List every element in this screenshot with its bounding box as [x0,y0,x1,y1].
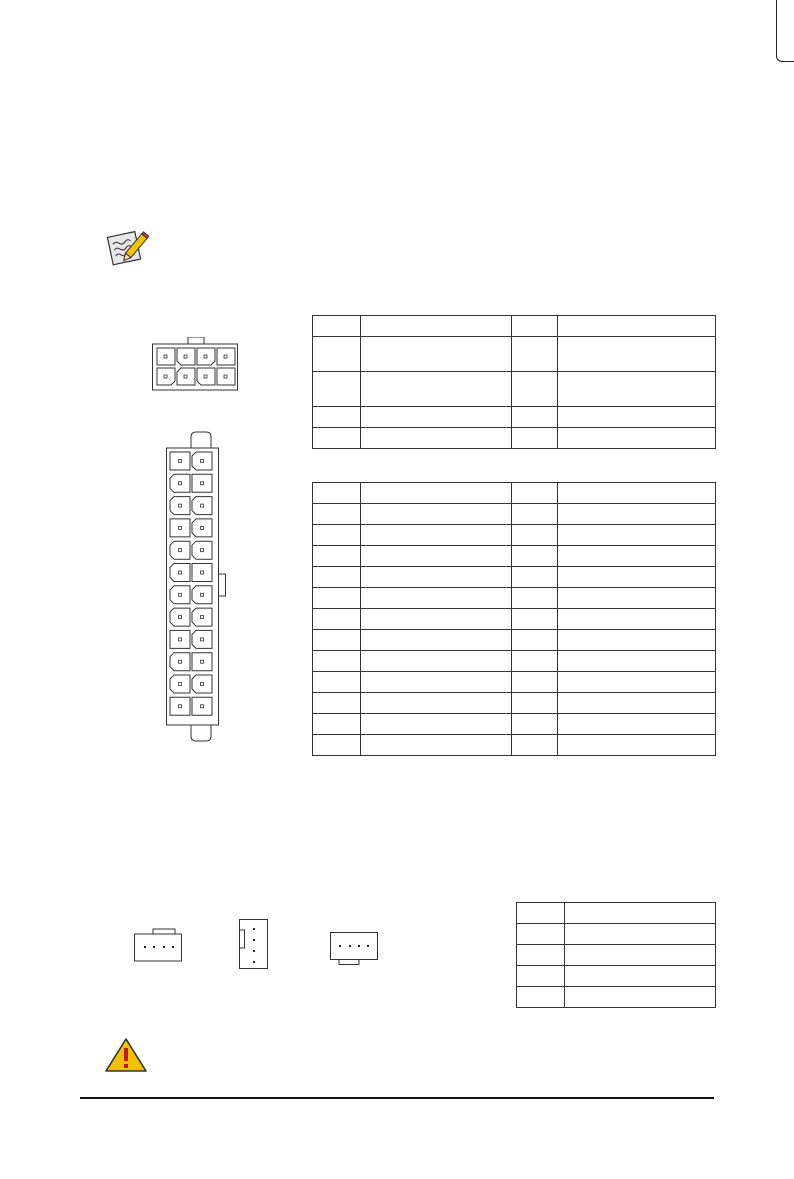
table-row [313,407,716,428]
table-row [517,987,716,1008]
atx-24pin-pin-table [312,482,716,756]
warning-triangle-icon [104,1037,148,1073]
atx-12v-8pin-connector-icon [152,337,238,391]
table-row [517,945,716,966]
table-row [517,924,716,945]
table-row [313,428,716,449]
fan-header-pin-table [516,902,716,1008]
table-row [313,672,716,693]
fan-header-vertical-icon [236,918,270,970]
table-row [313,504,716,525]
atx-8pin-pin-table [312,315,716,449]
table-row [313,372,716,407]
table-row [313,546,716,567]
table-row [313,651,716,672]
table-row [313,609,716,630]
table-row [313,630,716,651]
table-row [313,337,716,372]
table-row [517,903,716,924]
table-row [313,588,716,609]
atx-24pin-connector-icon [163,431,231,746]
table-row [313,483,716,504]
fan-header-bottom-key-icon [329,931,379,965]
table-row [313,567,716,588]
table-row [313,693,716,714]
table-row [517,966,716,987]
table-row [313,525,716,546]
page-edge-tab [776,0,794,62]
table-row [313,714,716,735]
note-pencil-icon [105,228,149,268]
footer-rule [80,1097,714,1099]
fan-header-top-key-icon [133,928,183,962]
table-row [313,316,716,337]
table-row [313,735,716,756]
